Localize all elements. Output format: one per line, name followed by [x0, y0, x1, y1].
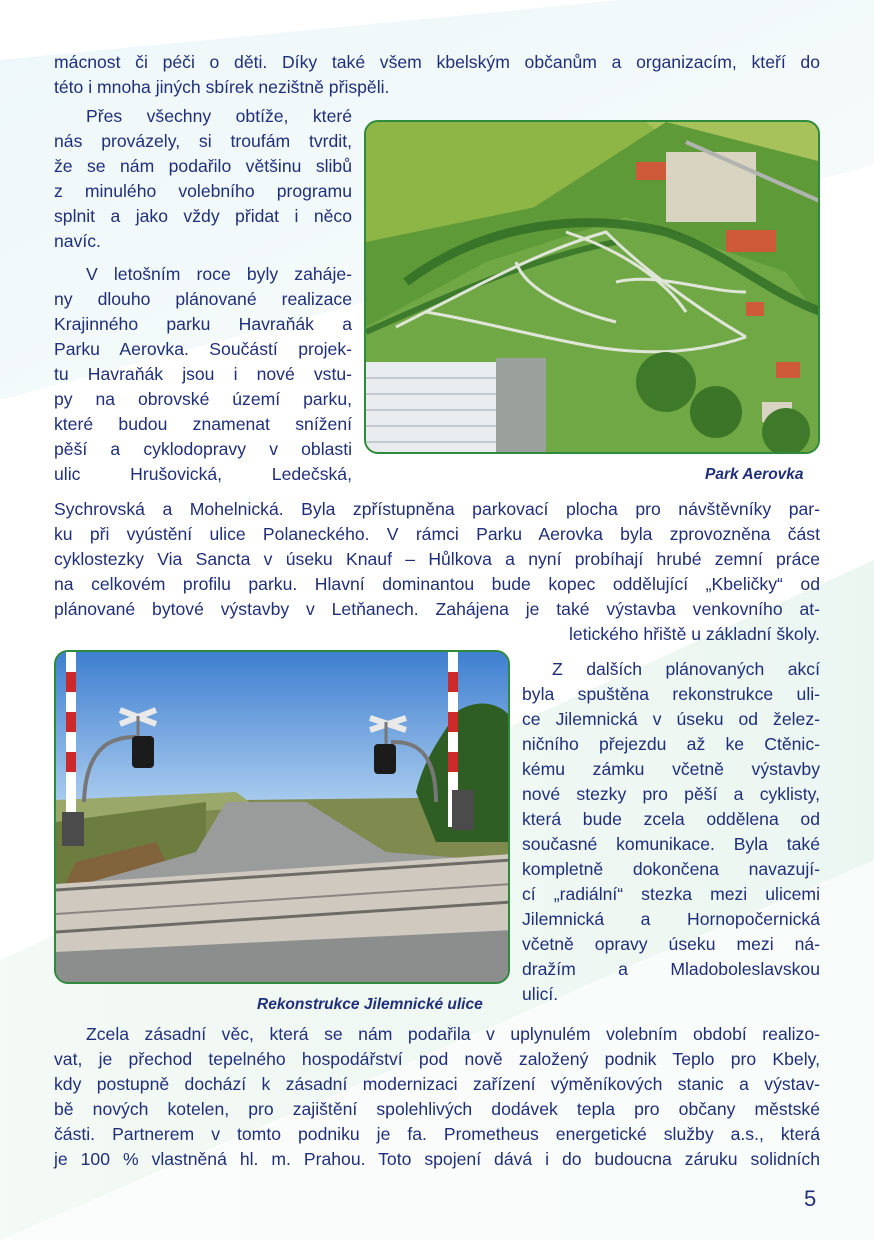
paragraph-1-line-1: mácnost či péči o děti. Díky také všem kbelským občanům a organizacím, kteří do: [54, 52, 820, 72]
railway-crossing-photo: [54, 650, 510, 984]
text-line: V letošním roce byly zaháje-: [86, 264, 352, 284]
park-aerovka-caption: Park Aerovka: [705, 466, 804, 483]
text-line: z minulého volebního programu: [54, 181, 352, 201]
text-line: které budou znamenat snížení: [54, 414, 352, 434]
text-line: ny dlouho plánované realizace: [54, 289, 352, 309]
text-line: kompletně dokončena navazují-: [522, 859, 820, 879]
text-line: Přes všechny obtíže, které: [86, 106, 352, 126]
text-line: Z dalších plánovaných akcí: [552, 659, 820, 679]
text-line: tu Havraňák jsou i nové vstu-: [54, 364, 352, 384]
text-line: cyklostezky Via Sancta v úseku Knauf – Hůlkova a nyní probíhají hrubé zemní práce: [54, 549, 820, 569]
text-line: py na obrovské území parku,: [54, 389, 352, 409]
text-line: cí „radiální“ stezka mezi ulicemi: [522, 884, 820, 904]
text-line: kému zámku včetně výstavby: [522, 759, 820, 779]
text-line: ulicí.: [522, 984, 559, 1004]
text-line: plánované bytové výstavby v Letňanech. Zahájena je také výstavba venkovního at-: [54, 599, 820, 619]
text-line: kdy postupně dochází k zásadní modernizaci zařízení výměníkových stanic a výstav-: [54, 1074, 820, 1094]
text-line: dražím a Mladoboleslavskou: [522, 959, 820, 979]
text-line: ce Jilemnická v úseku od želez-: [522, 709, 820, 729]
text-line: bě nových kotelen, pro zajištění spolehlivých dodávek tepla pro občany městské: [54, 1099, 820, 1119]
text-line: Jilemnická a Hornopočernická: [522, 909, 820, 929]
text-line: části. Partnerem v tomto podniku je fa. Prometheus energetické služby a.s., která: [54, 1124, 820, 1144]
text-line: ničního přejezdu až ke Ctěnic-: [522, 734, 820, 754]
text-line: že se nám podařilo většinu slibů: [54, 156, 352, 176]
text-line: nás provázely, si troufám tvrdit,: [54, 131, 352, 151]
text-line: splnit a jako vždy přidat i něco: [54, 206, 352, 226]
park-aerovka-photo: [364, 120, 820, 454]
text-line: letického hřiště u základní školy.: [569, 624, 820, 644]
page-number: 5: [804, 1186, 817, 1211]
text-line: ulic Hrušovická, Ledečská,: [54, 464, 352, 484]
railway-crossing-caption: Rekonstrukce Jilemnické ulice: [257, 996, 483, 1013]
text-line: vat, je přechod tepelného hospodářství pod nově založený podnik Teplo pro Kbely,: [54, 1049, 820, 1069]
text-line: pěší a cyklodopravy v oblasti: [54, 439, 352, 459]
text-line: která bude zcela oddělena od: [522, 809, 820, 829]
text-line: současné komunikace. Byla také: [522, 834, 820, 854]
railway-crossing-illustration: [56, 652, 510, 984]
text-line: Krajinného parku Havraňák a: [54, 314, 352, 334]
aerial-park-illustration: [366, 122, 820, 454]
text-line: včetně opravy úseku mezi ná-: [522, 934, 820, 954]
text-line: Parku Aerovka. Součástí projek-: [54, 339, 352, 359]
text-line: Sychrovská a Mohelnická. Byla zpřístupněna parkovací plocha pro návštěvníky par-: [54, 499, 820, 519]
text-line: byla spuštěna rekonstrukce uli-: [522, 684, 820, 704]
text-line: na celkovém profilu parku. Hlavní dominantou bude kopec oddělující „Kbeličky“ od: [54, 574, 820, 594]
paragraph-1-line-2: této i mnoha jiných sbírek nezištně přispěli.: [54, 77, 390, 97]
text-line: je 100 % vlastněná hl. m. Prahou. Toto spojení dává i do budoucna záruku solidních: [54, 1149, 820, 1169]
text-line: nové stezky pro pěší a cyklisty,: [522, 784, 820, 804]
text-line: ku při vyústění ulice Polaneckého. V rámci Parku Aerovka byla zprovozněna část: [54, 524, 820, 544]
text-line: Zcela zásadní věc, která se nám podařila v uplynulém volebním období realizo-: [86, 1024, 820, 1044]
text-line: navíc.: [54, 231, 101, 251]
